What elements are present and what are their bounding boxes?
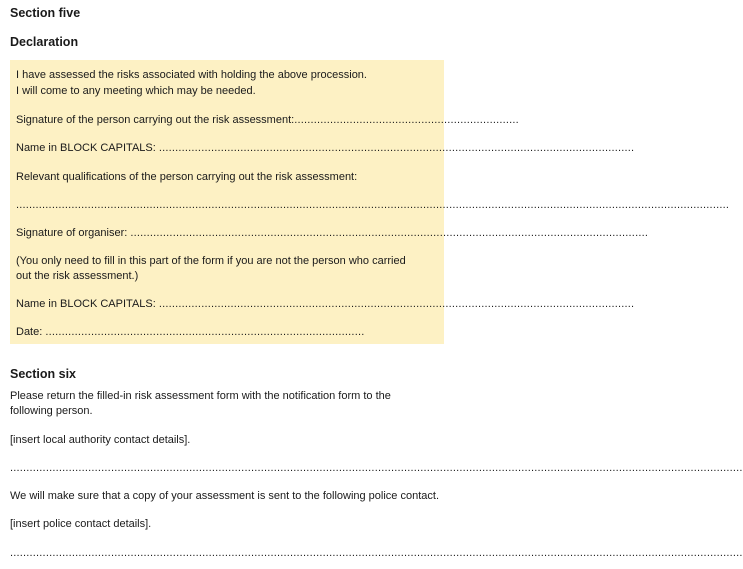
date-field[interactable]: ..................................................................................................: [45, 326, 365, 338]
assessor-signature-field[interactable]: .....................................................................: [294, 114, 519, 126]
declaration-intro-line-2: I will come to any meeting which may be needed.: [16, 85, 256, 97]
return-instructions-line-1: Please return the filled-in risk assessment form with the notification form to the: [10, 390, 391, 402]
assessor-signature-row: [16, 113, 519, 128]
organiser-note-line-1: (You only need to fill in this part of the form if you are not the person who carried: [16, 255, 406, 267]
declaration-heading: Declaration: [10, 35, 79, 49]
organiser-name-row: [16, 297, 635, 312]
organiser-signature-label: Signature of organiser:: [16, 227, 128, 239]
qualifications-row: [16, 198, 730, 213]
assessor-name-field[interactable]: ..................................................................................................................................................: [158, 142, 635, 154]
organiser-note-line-2: out the risk assessment.): [16, 270, 139, 282]
local-authority-placeholder: [insert local authority contact details].: [10, 434, 191, 446]
section-five-heading: Section five: [10, 6, 81, 20]
assessor-name-row: [16, 141, 635, 156]
assessor-signature-label: Signature of the person carrying out the risk assessment:: [16, 114, 295, 126]
date-label: Date:: [16, 326, 43, 338]
return-instructions-line-2: following person.: [10, 405, 93, 417]
organiser-signature-field[interactable]: ...............................................................................................................................................................: [130, 227, 649, 239]
section-six-heading: Section six: [10, 367, 76, 381]
declaration-intro-line-1: I have assessed the risks associated with holding the above procession.: [16, 69, 367, 81]
organiser-name-label: Name in BLOCK CAPITALS:: [16, 298, 156, 310]
date-row: [16, 325, 365, 340]
police-copy-text: We will make sure that a copy of your assessment is sent to the following police contact.: [10, 490, 439, 502]
local-authority-details-row: [10, 461, 743, 476]
assessor-name-label: Name in BLOCK CAPITALS:: [16, 142, 156, 154]
police-details-field[interactable]: .................................................................................................................................................................................................................................: [10, 547, 743, 559]
local-authority-details-field[interactable]: .................................................................................................................................................................................................................................: [10, 462, 743, 474]
qualifications-label: Relevant qualifications of the person carrying out the risk assessment:: [16, 171, 358, 183]
police-placeholder: [insert police contact details].: [10, 518, 152, 530]
qualifications-field[interactable]: ...........................................................................................................................................................................................................................: [16, 199, 730, 211]
police-details-row: [10, 546, 743, 561]
organiser-name-field[interactable]: ..................................................................................................................................................: [158, 298, 635, 310]
organiser-signature-row: [16, 226, 649, 241]
